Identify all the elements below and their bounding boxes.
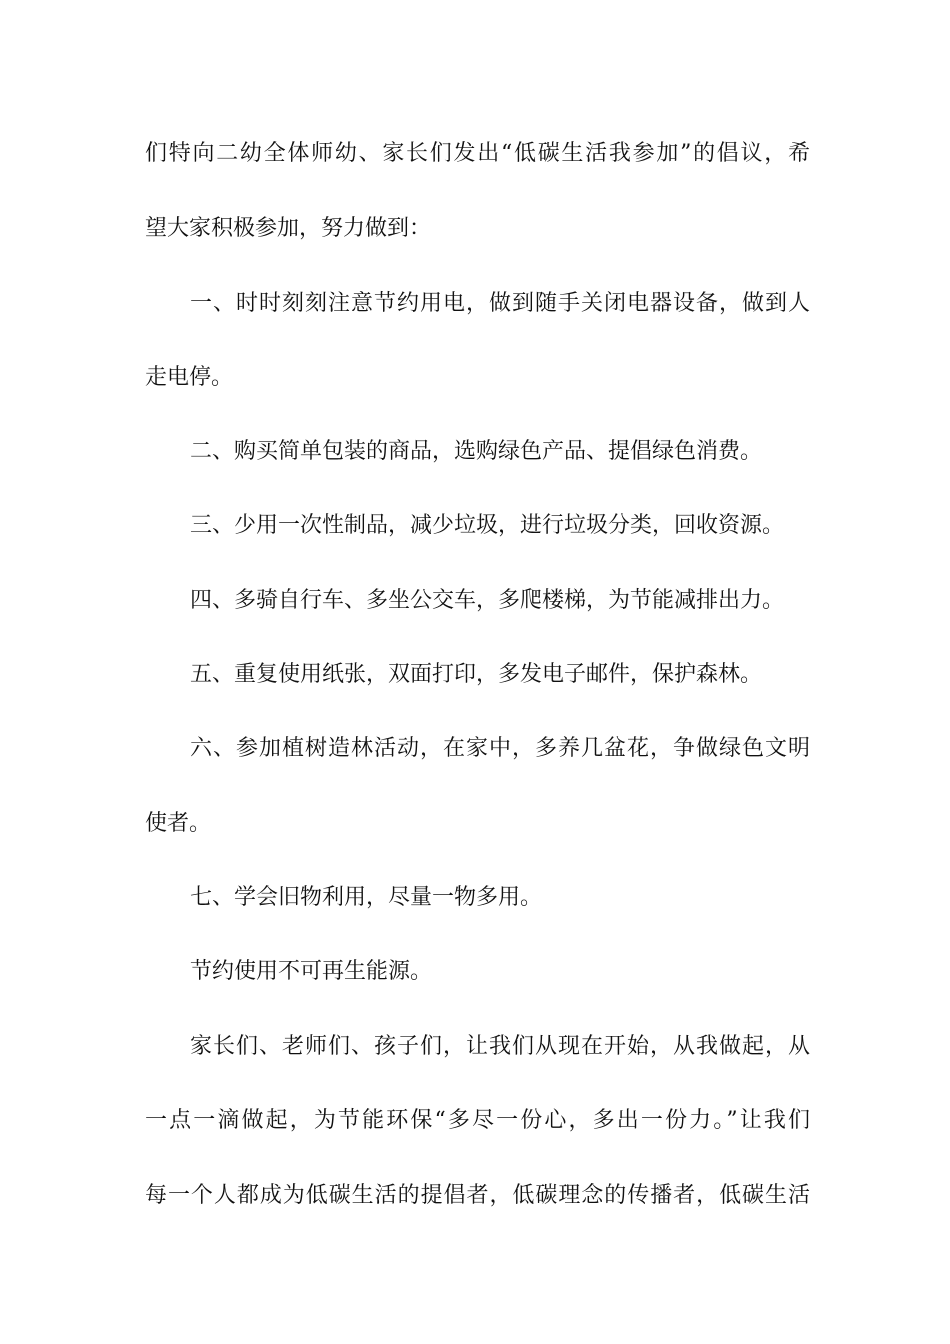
- text-line: 二、购买简单包装的商品，选购绿色产品、提倡绿色消费。: [190, 439, 763, 464]
- text-line: 们特向二幼全体师幼、家长们发出“低碳生活我参加”的倡议，希: [145, 141, 810, 166]
- text-line: 节约使用不可再生能源。: [190, 959, 433, 984]
- text-line: 五、重复使用纸张，双面打印，多发电子邮件，保护森林。: [190, 662, 763, 687]
- text-line: 七、学会旧物利用，尽量一物多用。: [190, 885, 543, 910]
- text-line: 三、少用一次性制品，减少垃圾，进行垃圾分类，回收资源。: [190, 513, 785, 538]
- text-line: 一点一滴做起，为节能环保“多尽一份心，多出一份力。”让我们: [145, 1108, 810, 1133]
- text-line: 四、多骑自行车、多坐公交车，多爬楼梯，为节能减排出力。: [190, 588, 785, 613]
- text-line: 使者。: [145, 811, 212, 836]
- text-line: 六、参加植树造林活动，在家中，多养几盆花，争做绿色文明: [190, 736, 810, 761]
- text-line: 走电停。: [145, 365, 234, 390]
- text-line: 每一个人都成为低碳生活的提倡者，低碳理念的传播者，低碳生活: [145, 1183, 810, 1208]
- text-line: 一、时时刻刻注意节约用电，做到随手关闭电器设备，做到人: [190, 291, 810, 316]
- text-line: 家长们、老师们、孩子们，让我们从现在开始，从我做起，从: [190, 1034, 810, 1059]
- text-line: 望大家积极参加，努力做到：: [145, 216, 432, 241]
